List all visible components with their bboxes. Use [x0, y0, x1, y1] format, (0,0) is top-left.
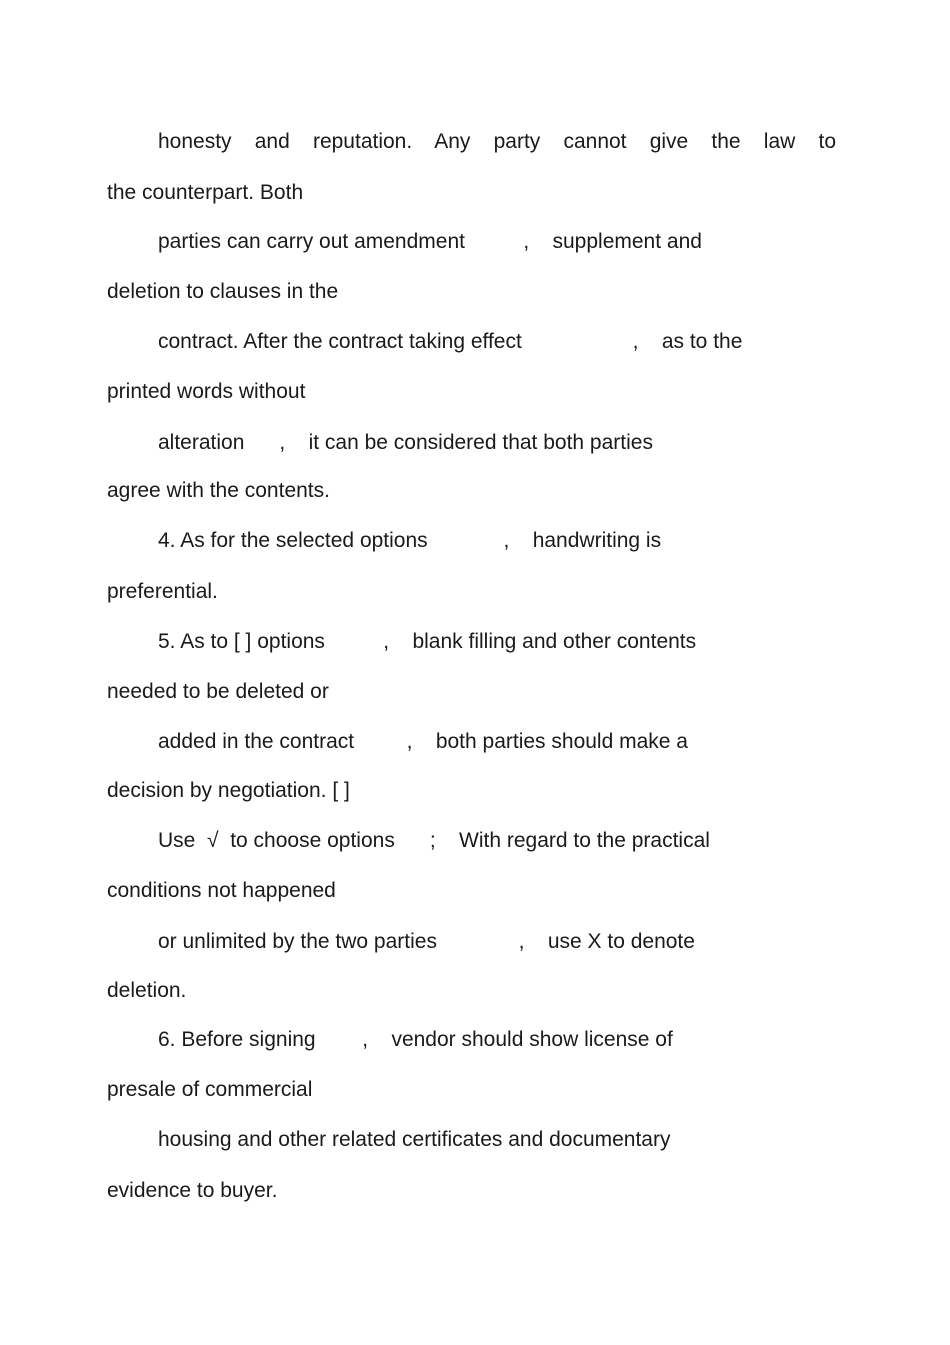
list-item-5: 5. As to [ ] options , blank filling and other contents	[158, 630, 697, 653]
text-line: conditions not happened	[107, 879, 336, 902]
text-line: preferential.	[107, 580, 218, 603]
text-line: honesty and reputation. Any party cannot give the law to	[158, 130, 836, 153]
text-line: presale of commercial	[107, 1078, 313, 1101]
text-line: printed words without	[107, 380, 306, 403]
text-line: housing and other related certificates and documentary	[158, 1128, 671, 1151]
text-line: evidence to buyer.	[107, 1179, 278, 1202]
text-line: needed to be deleted or	[107, 680, 329, 703]
text-line: contract. After the contract taking effect , as to the	[158, 330, 743, 353]
text-line: deletion to clauses in the	[107, 280, 339, 303]
list-item-4: 4. As for the selected options , handwriting is	[158, 529, 662, 552]
text-line: Use √ to choose options ; With regard to the practical	[158, 829, 710, 852]
text-line: the counterpart. Both	[107, 181, 304, 204]
text-line: added in the contract , both parties should make a	[158, 730, 688, 753]
list-item-6: 6. Before signing , vendor should show license of	[158, 1028, 673, 1051]
text-line: or unlimited by the two parties , use X to denote	[158, 930, 695, 953]
text-line: parties can carry out amendment , supplement and	[158, 230, 702, 253]
text-line: deletion.	[107, 979, 187, 1002]
text-line: alteration , it can be considered that both parties	[158, 431, 653, 454]
text-line: decision by negotiation. [ ]	[107, 779, 350, 802]
text-line: agree with the contents.	[107, 479, 330, 502]
